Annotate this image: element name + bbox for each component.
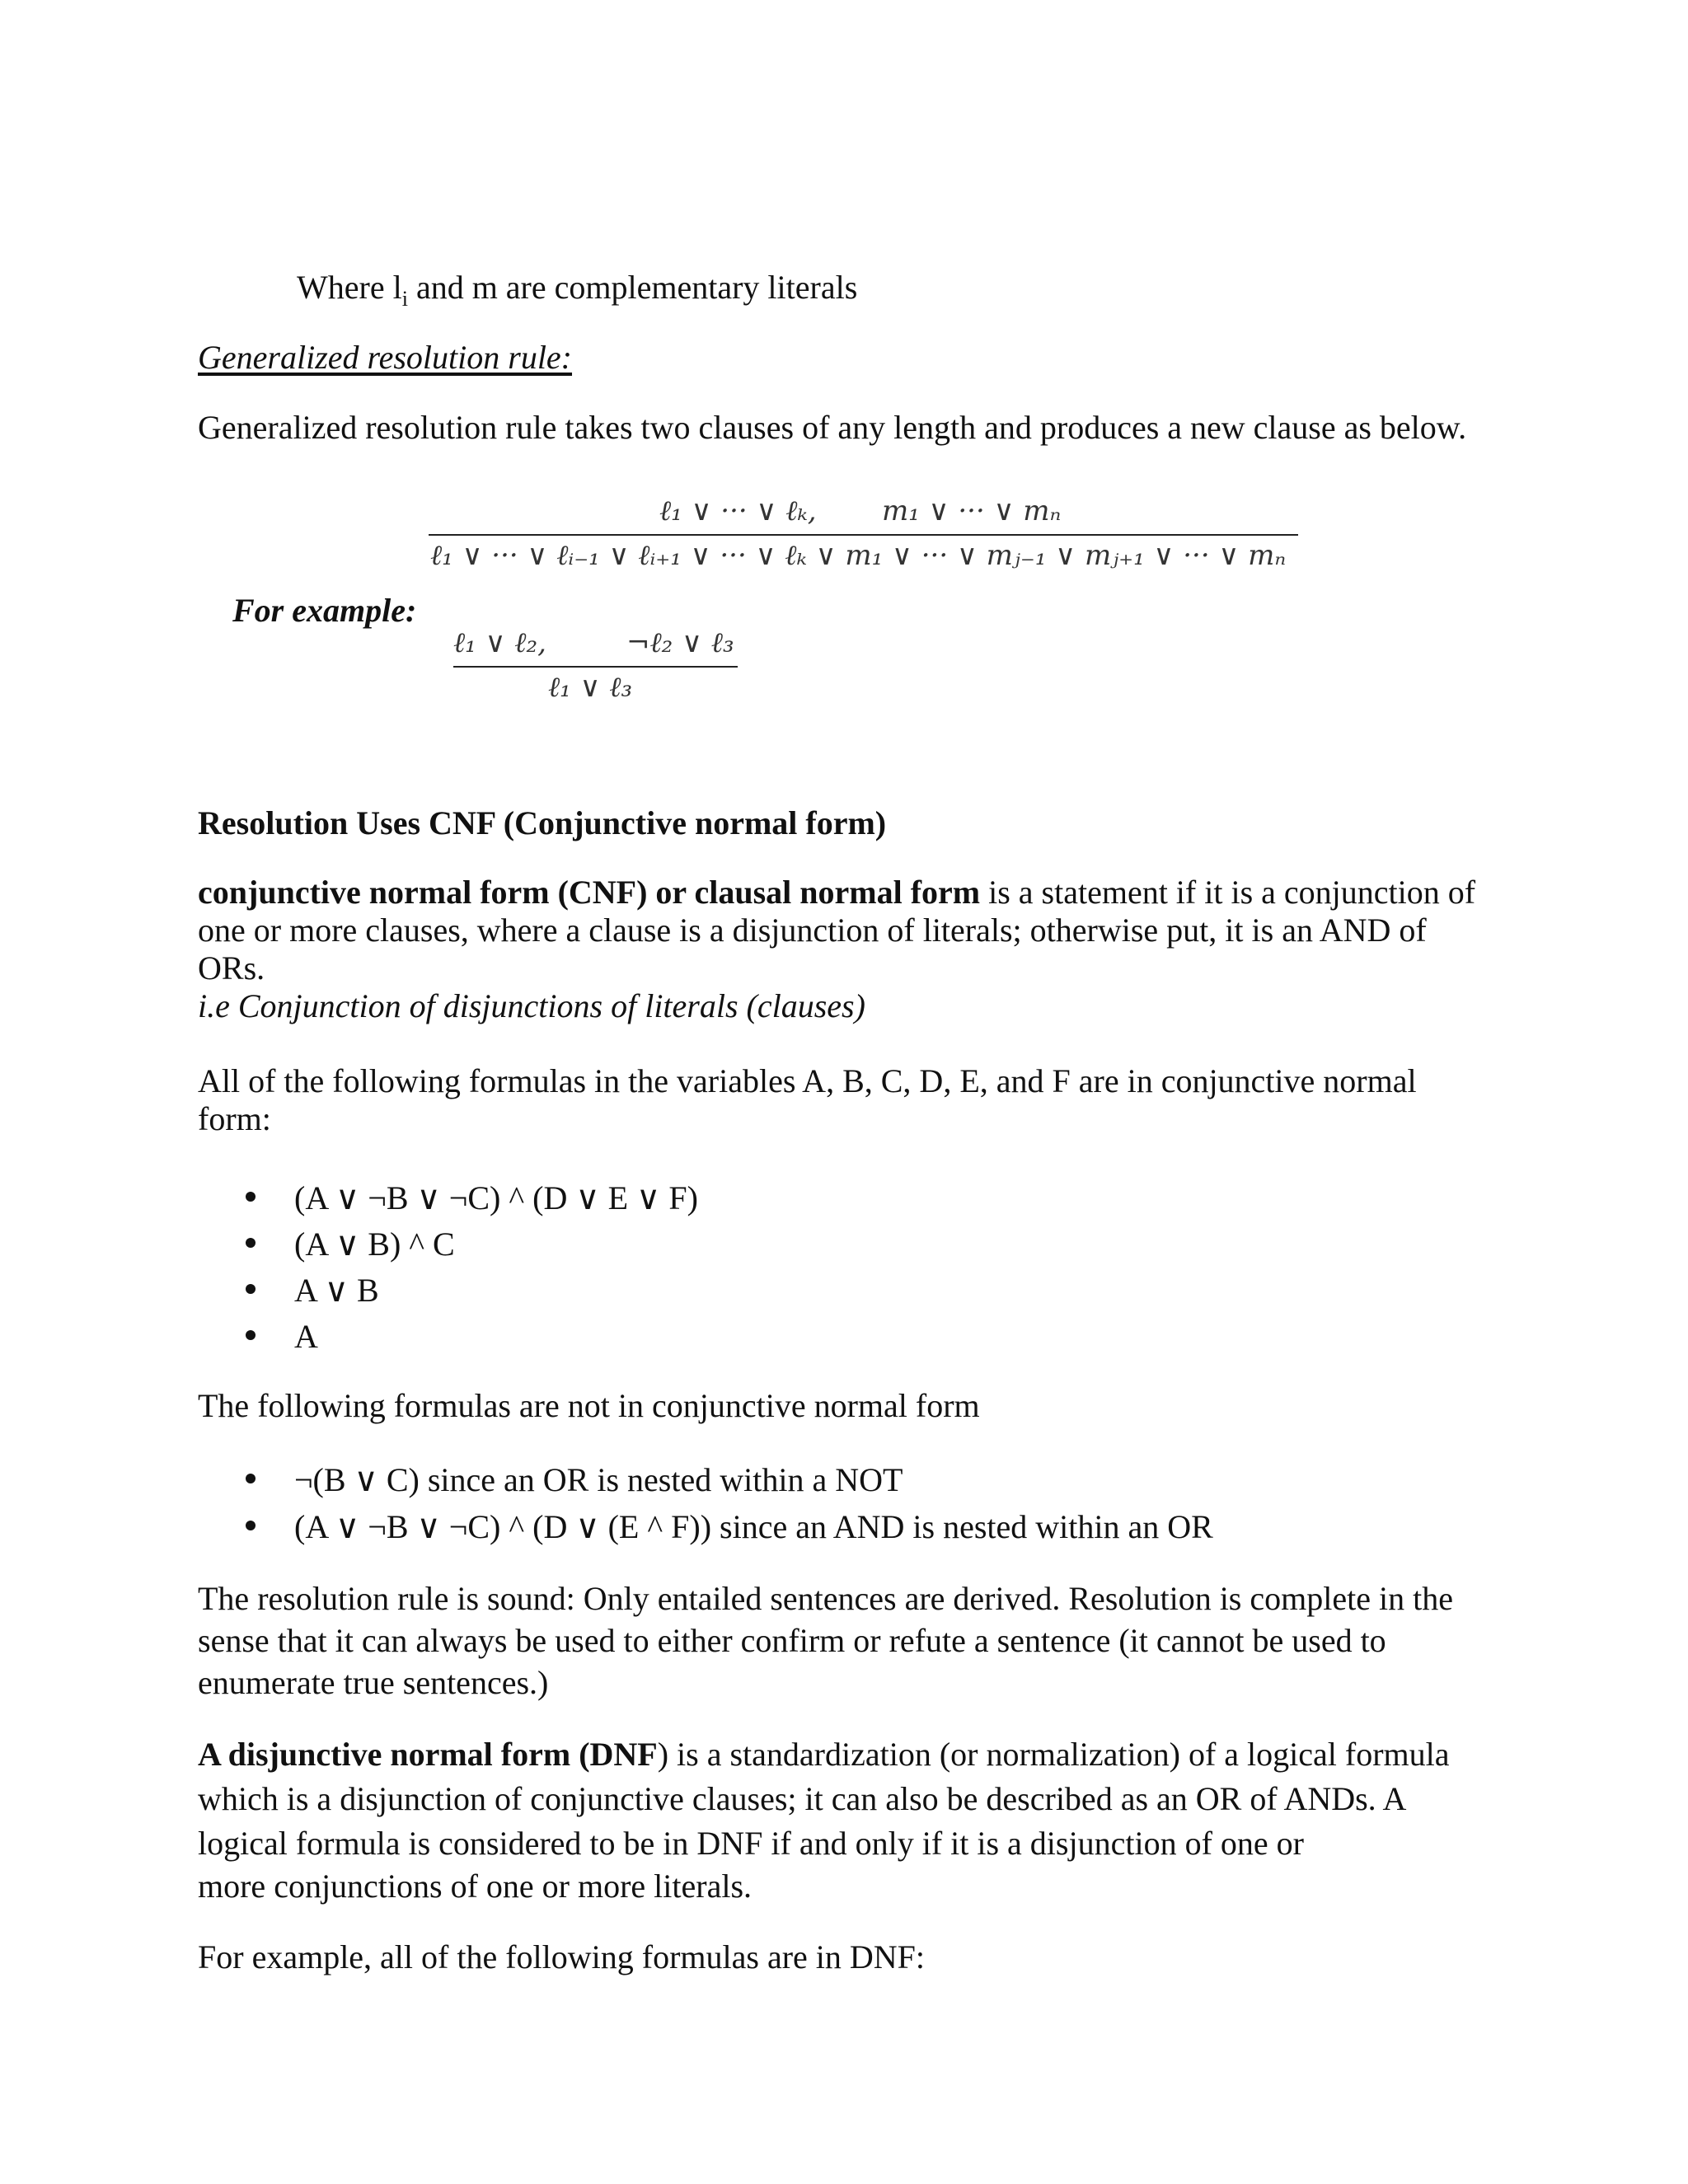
not-cnf-intro: The following formulas are not in conjunctive normal form <box>198 1387 980 1424</box>
example-conclusion: ℓ₁ ∨ ℓ₃ <box>548 671 633 704</box>
bullet-icon <box>246 1521 256 1530</box>
list-item: A <box>294 1318 318 1355</box>
dnf-definition-line-2: which is a disjunction of conjunctive clauses; it can also be described as an OR of ANDs. A <box>198 1780 1407 1817</box>
bullet-icon <box>246 1192 256 1202</box>
cnf-definition-term: conjunctive normal form (CNF) or clausal normal form <box>198 874 981 911</box>
example-premise-1: ℓ₁ ∨ ℓ₂, <box>453 626 546 659</box>
example-label: For example: <box>232 592 417 629</box>
cnf-definition-line-2: one or more clauses, where a clause is a disjunction of literals; otherwise put, it is an AND of <box>198 912 1427 949</box>
example-rule-line <box>453 666 738 668</box>
general-premise-2: m₁ ∨ ··· ∨ mₙ <box>882 494 1062 527</box>
dnf-definition-line-3: logical formula is considered to be in DNF if and only if it is a disjunction of one or <box>198 1825 1304 1862</box>
cnf-intro-line-2: form: <box>198 1100 271 1137</box>
bullet-icon <box>246 1284 256 1294</box>
generalized-rule-description: Generalized resolution rule takes two clauses of any length and produces a new clause as below. <box>198 409 1467 446</box>
list-item: (A ∨ ¬B ∨ ¬C) ^ (D ∨ (E ^ F)) since an AND is nested within an OR <box>294 1508 1213 1545</box>
complementary-literals-note <box>297 269 857 318</box>
dnf-example-intro: For example, all of the following formulas are in DNF: <box>198 1938 926 1975</box>
bullet-icon <box>246 1238 256 1248</box>
general-rule-line <box>429 534 1298 536</box>
generalized-rule-heading: Generalized resolution rule: <box>198 339 573 376</box>
dnf-definition-line-1 <box>198 1736 1450 1774</box>
where-prefix: Where l <box>297 269 402 306</box>
soundness-line-3: enumerate true sentences.) <box>198 1664 549 1701</box>
dnf-term-start: A disjunctive normal form ( <box>198 1736 590 1773</box>
dnf-definition-rest: ) is a standardization (or normalization) of a logical formula <box>657 1736 1450 1773</box>
cnf-definition-rest: is a statement if it is a conjunction of <box>980 874 1476 911</box>
cnf-definition-line-1 <box>198 874 1475 912</box>
cnf-definition-line-3: ORs. <box>198 949 265 987</box>
soundness-line-2: sense that it can always be used to either confirm or refute a sentence (it cannot be used to <box>198 1622 1386 1659</box>
list-item: A ∨ B <box>294 1272 379 1309</box>
cnf-heading: Resolution Uses CNF (Conjunctive normal form) <box>198 804 887 841</box>
cnf-intro-line-1: All of the following formulas in the variables A, B, C, D, E, and F are in conjunctive normal <box>198 1062 1417 1099</box>
bullet-icon <box>246 1330 256 1340</box>
general-conclusion: ℓ₁ ∨ ··· ∨ ℓᵢ₋₁ ∨ ℓᵢ₊₁ ∨ ··· ∨ ℓₖ ∨ m₁ ∨ ··· ∨ mⱼ₋₁ ∨ mⱼ₊₁ ∨ ··· ∨ mₙ <box>430 539 1287 572</box>
cnf-ie-line: i.e Conjunction of disjunctions of literals (clauses) <box>198 987 865 1024</box>
where-subscript: i <box>401 287 408 311</box>
list-item: (A ∨ ¬B ∨ ¬C) ^ (D ∨ E ∨ F) <box>294 1179 698 1216</box>
soundness-line-1: The resolution rule is sound: Only entailed sentences are derived. Resolution is complete in the <box>198 1580 1453 1617</box>
list-item: ¬(B ∨ C) since an OR is nested within a NOT <box>294 1461 903 1498</box>
dnf-definition-line-4: more conjunctions of one or more literals. <box>198 1868 753 1905</box>
general-premise-1: ℓ₁ ∨ ··· ∨ ℓₖ, <box>659 494 817 527</box>
where-suffix: and m are complementary literals <box>407 269 858 306</box>
bullet-icon <box>246 1474 256 1483</box>
dnf-acronym: DNF <box>589 1736 658 1773</box>
example-premise-2: ¬ℓ₂ ∨ ℓ₃ <box>626 626 734 659</box>
list-item: (A ∨ B) ^ C <box>294 1226 455 1263</box>
